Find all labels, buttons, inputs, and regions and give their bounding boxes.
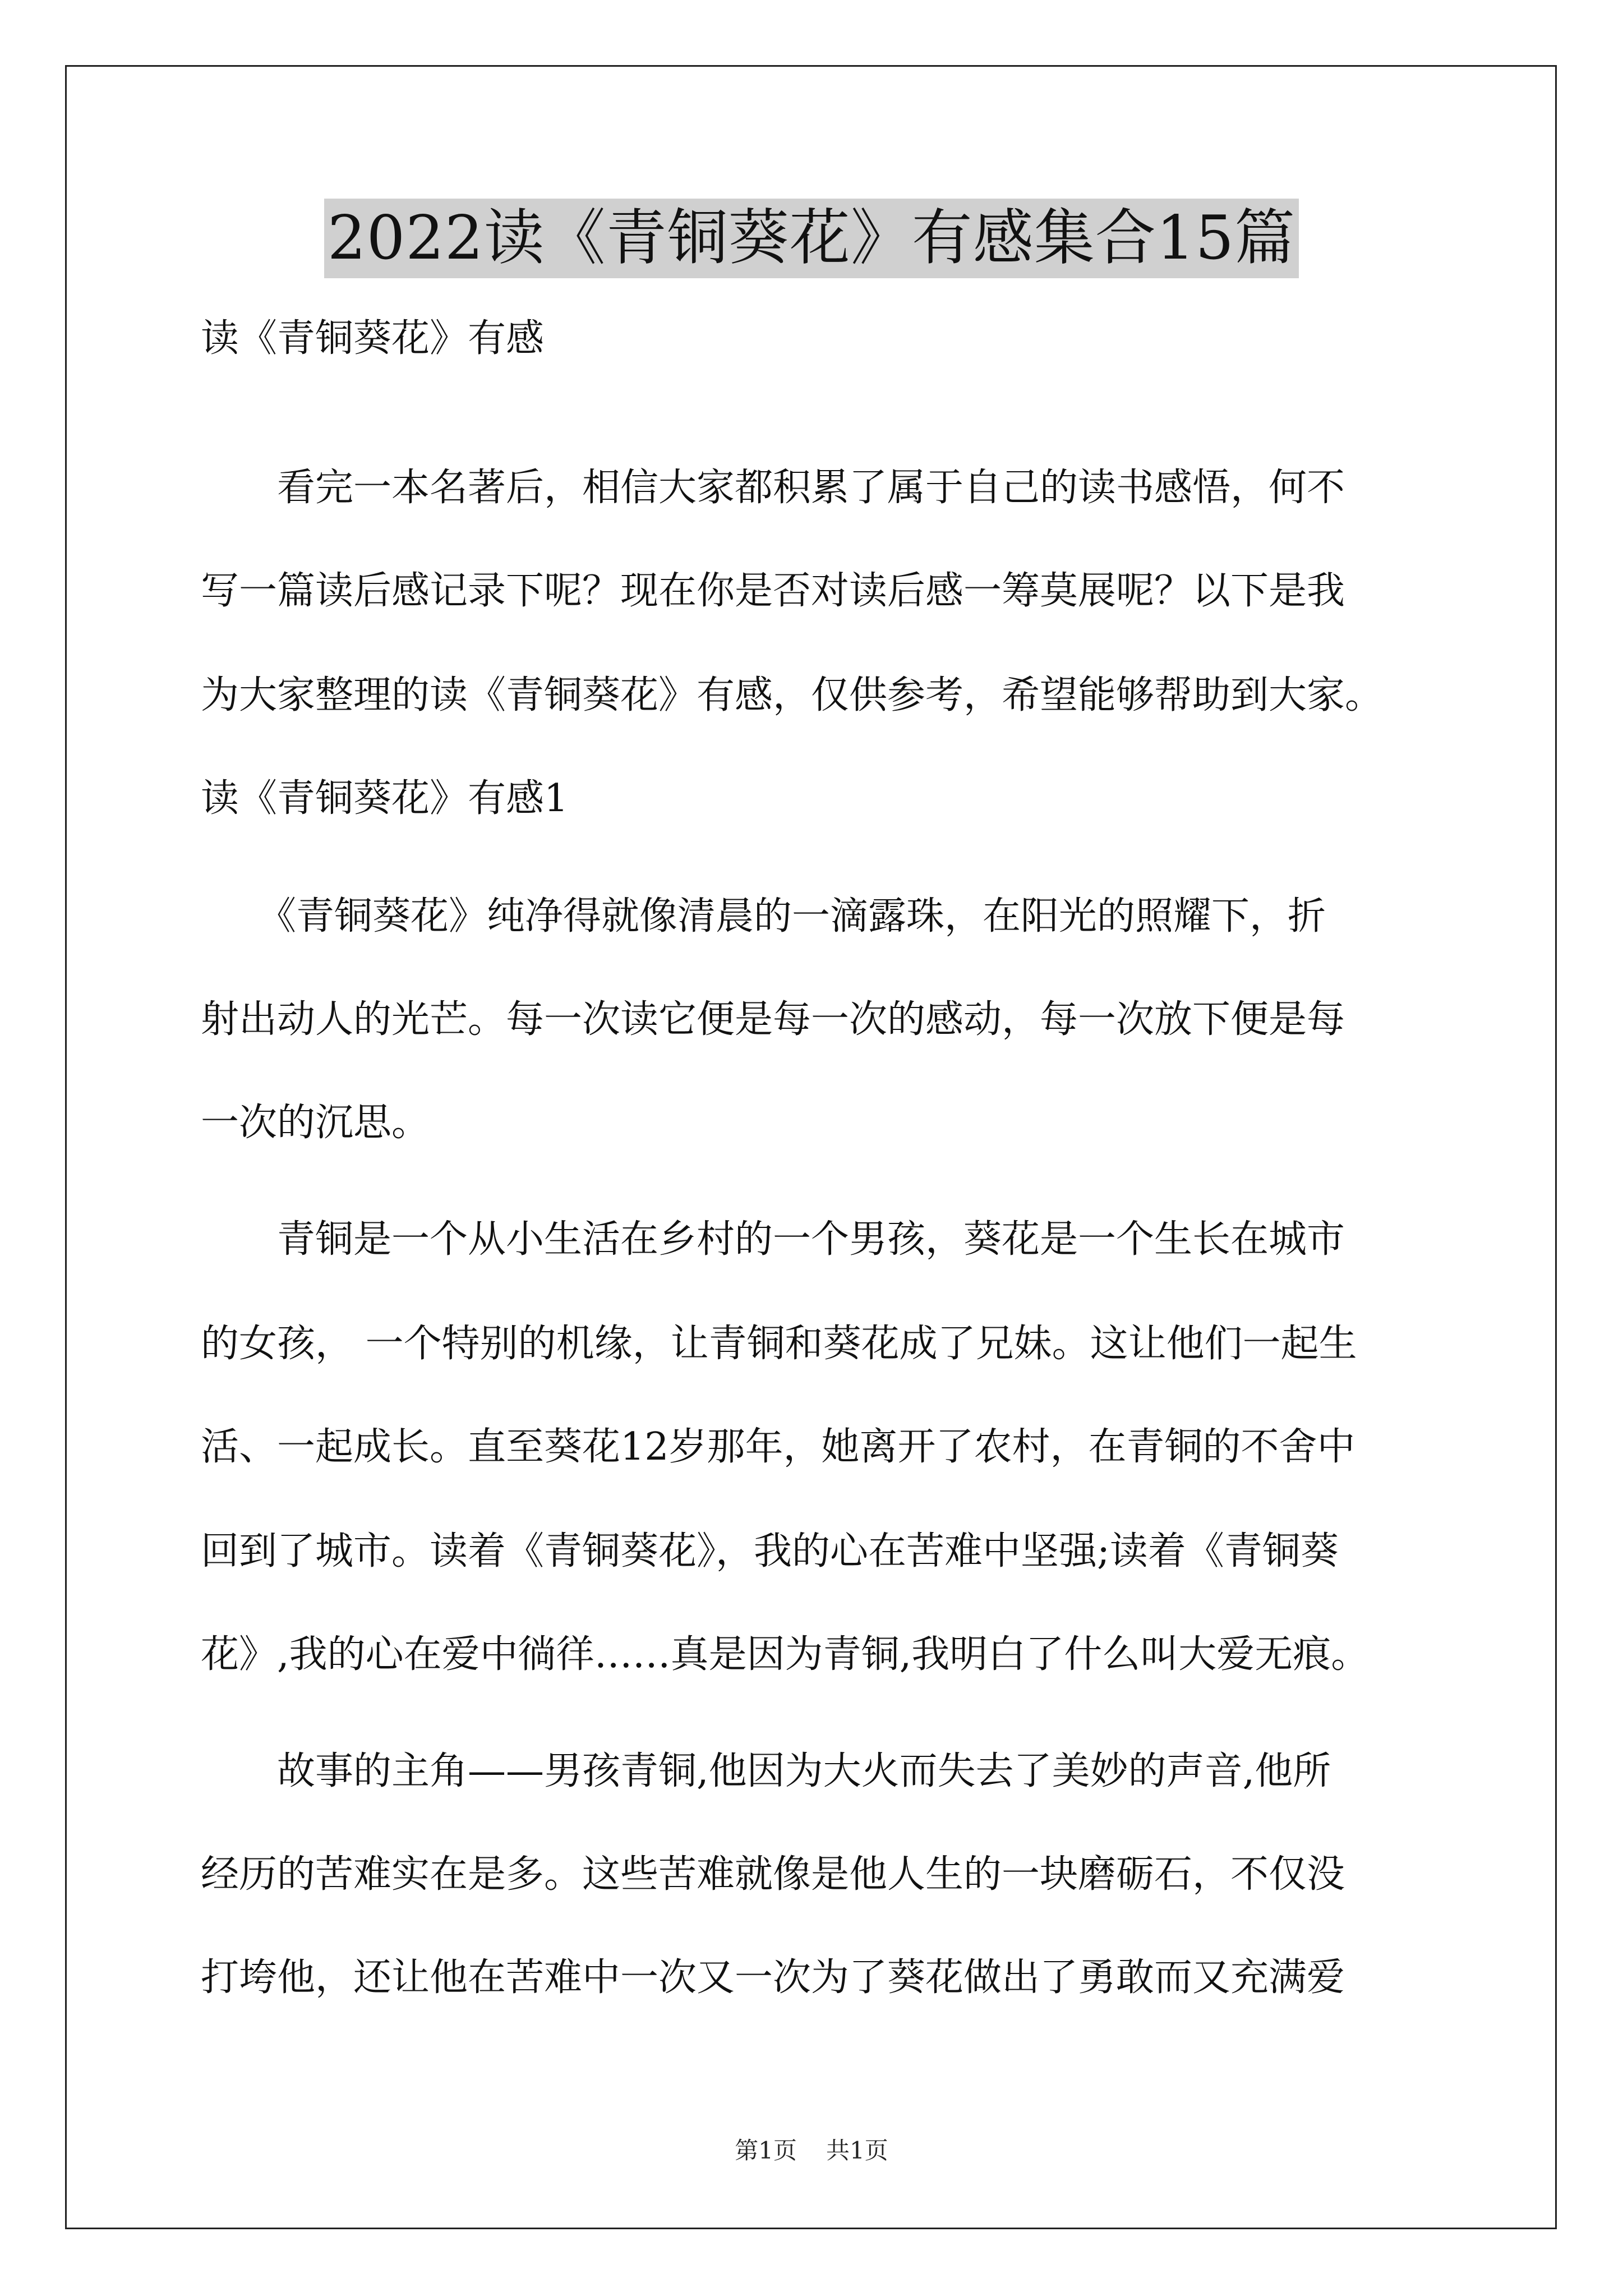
paragraph-line: 打垮他，还让他在苦难中一次又一次为了葵花做出了勇敢而又充满爱 [201,1955,1345,2000]
paragraph-line: 回到了城市。读着《青铜葵花》，我的心在苦难中坚强;读着《青铜葵 [201,1529,1339,1573]
paragraph-line: 的女孩， 一个特别的机缘，让青铜和葵花成了兄妹。这让他们一起生 [201,1322,1357,1366]
paragraph-line: 故事的主角——男孩青铜,他因为大火而失去了美妙的声音,他所 [201,1749,1331,1793]
page-total: 共1页 [826,2137,888,2164]
page-number: 第1页 [735,2137,797,2164]
paragraph-line: 看完一本名著后，相信大家都积累了属于自己的读书感悟，何不 [201,466,1345,510]
page-border [65,65,1557,2229]
paragraph-line: 射出动人的光芒。每一次读它便是每一次的感动，每一次放下便是每 [201,997,1345,1042]
title-container [0,199,1623,278]
paragraph-line: 花》,我的心在爱中徜徉……真是因为青铜,我明白了什么叫大爱无痕。 [201,1632,1370,1677]
paragraph-line: 活、一起成长。直至葵花12岁那年，她离开了农村，在青铜的不舍中 [201,1425,1355,1469]
section-heading: 读《青铜葵花》有感1 [201,776,569,821]
document-title: 2022读《青铜葵花》有感集合15篇 [324,199,1299,278]
paragraph-line: 《青铜葵花》纯净得就像清晨的一滴露珠，在阳光的照耀下，折 [201,894,1326,938]
paragraph-line: 青铜是一个从小生活在乡村的一个男孩，葵花是一个生长在城市 [201,1217,1345,1262]
section-heading: 读《青铜葵花》有感 [201,316,545,361]
paragraph-line: 一次的沉思。 [201,1101,430,1145]
page-footer [0,2136,1623,2165]
paragraph-line: 经历的苦难实在是多。这些苦难就像是他人生的一块磨砺石，不仅没 [201,1852,1345,1897]
paragraph-line: 为大家整理的读《青铜葵花》有感，仅供参考，希望能够帮助到大家。 [201,673,1384,717]
paragraph-line: 写一篇读后感记录下呢？现在你是否对读后感一筹莫展呢？以下是我 [201,569,1345,613]
